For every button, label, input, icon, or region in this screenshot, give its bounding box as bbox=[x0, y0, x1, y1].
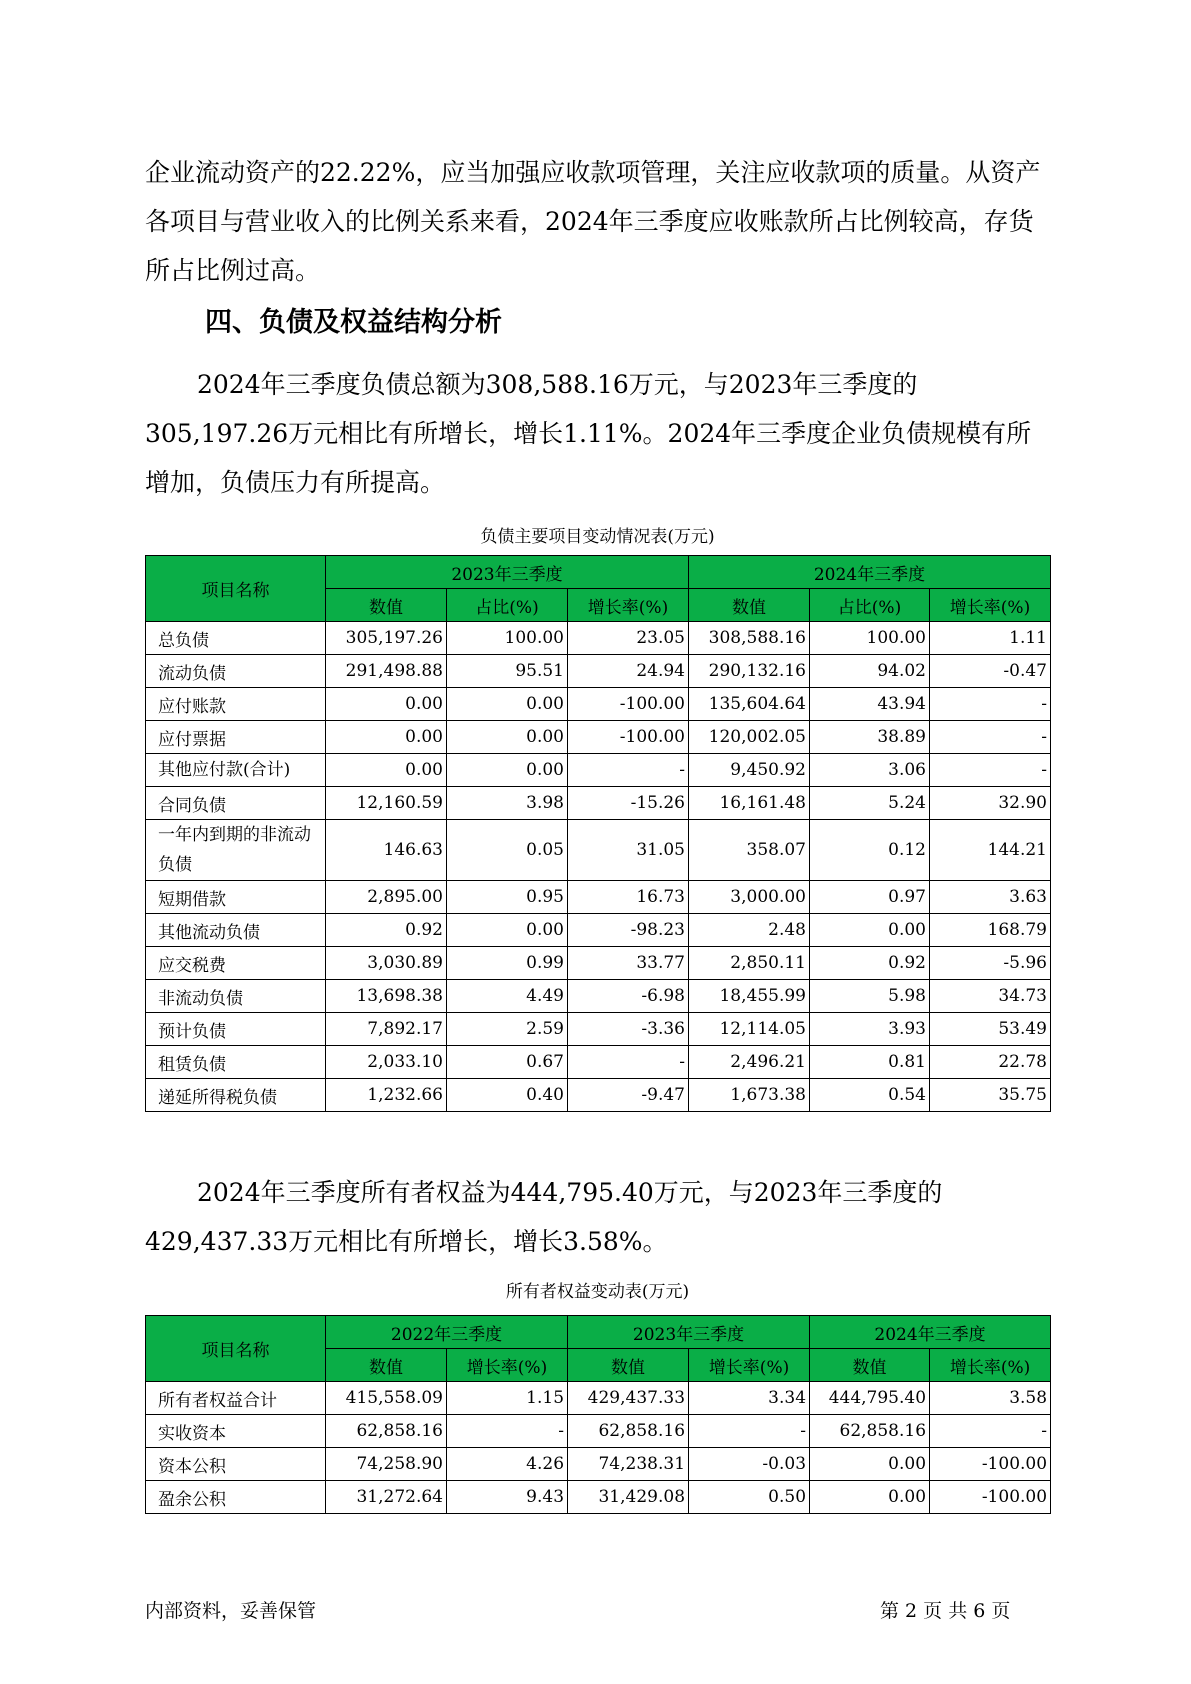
row-label-cell: 总负债 bbox=[146, 622, 326, 655]
value-cell: 305,197.26 bbox=[326, 622, 447, 655]
equity-table bbox=[145, 1315, 1051, 1514]
sub-header: 增长率(%) bbox=[689, 1349, 810, 1382]
sub-header: 数值 bbox=[326, 589, 447, 622]
value-cell: 32.90 bbox=[930, 787, 1051, 820]
table-row bbox=[146, 754, 1051, 787]
value-cell: 3.63 bbox=[930, 881, 1051, 914]
period-header: 2024年三季度 bbox=[689, 556, 1051, 589]
sub-header: 增长率(%) bbox=[447, 1349, 568, 1382]
row-label-cell: 其他应付款(合计) bbox=[146, 754, 326, 787]
value-cell: 12,114.05 bbox=[689, 1013, 810, 1046]
value-cell: -98.23 bbox=[568, 914, 689, 947]
value-cell: 2,033.10 bbox=[326, 1046, 447, 1079]
sub-header: 占比(%) bbox=[447, 589, 568, 622]
value-cell: 9,450.92 bbox=[689, 754, 810, 787]
equity-paragraph: 2024年三季度所有者权益为444,795.40万元，与2023年三季度的429,437.33万元相比有所增长，增长3.58%。 bbox=[145, 1178, 943, 1256]
value-cell: 290,132.16 bbox=[689, 655, 810, 688]
value-cell: 16.73 bbox=[568, 881, 689, 914]
table-row bbox=[146, 622, 1051, 655]
row-label-cell: 应付账款 bbox=[146, 688, 326, 721]
table-row bbox=[146, 655, 1051, 688]
value-cell: -6.98 bbox=[568, 980, 689, 1013]
value-cell: 2.59 bbox=[447, 1013, 568, 1046]
equity-table-caption: 所有者权益变动表(万元) bbox=[505, 1282, 690, 1302]
period-header: 2022年三季度 bbox=[326, 1316, 568, 1349]
value-cell: 3.98 bbox=[447, 787, 568, 820]
row-label-cell: 应交税费 bbox=[146, 947, 326, 980]
row-label-cell: 预计负债 bbox=[146, 1013, 326, 1046]
footer-confidential-note: 内部资料，妥善保管 bbox=[145, 1600, 317, 1622]
row-label-cell: 其他流动负债 bbox=[146, 914, 326, 947]
value-cell: 35.75 bbox=[930, 1079, 1051, 1112]
section-heading: 四、负债及权益结构分析 bbox=[205, 307, 502, 338]
table-row bbox=[146, 947, 1051, 980]
value-cell: 144.21 bbox=[930, 820, 1051, 881]
value-cell: 31,429.08 bbox=[568, 1481, 689, 1514]
value-cell: 23.05 bbox=[568, 622, 689, 655]
row-label-cell: 非流动负债 bbox=[146, 980, 326, 1013]
equity-table-body bbox=[146, 1382, 1051, 1514]
liability-paragraph: 2024年三季度负债总额为308,588.16万元，与2023年三季度的305,197.26万元相比有所增长，增长1.11%。2024年三季度企业负债规模有所增加，负债压力有所提高。 bbox=[145, 370, 1032, 497]
value-cell: 3,000.00 bbox=[689, 881, 810, 914]
value-cell: - bbox=[930, 1415, 1051, 1448]
table-row bbox=[146, 688, 1051, 721]
value-cell: 429,437.33 bbox=[568, 1382, 689, 1415]
value-cell: 12,160.59 bbox=[326, 787, 447, 820]
value-cell: 0.95 bbox=[447, 881, 568, 914]
liability-table bbox=[145, 555, 1051, 1112]
value-cell: 16,161.48 bbox=[689, 787, 810, 820]
value-cell: 24.94 bbox=[568, 655, 689, 688]
value-cell: -100.00 bbox=[568, 688, 689, 721]
value-cell: 1,673.38 bbox=[689, 1079, 810, 1112]
value-cell: 0.92 bbox=[326, 914, 447, 947]
sub-header: 增长率(%) bbox=[930, 589, 1051, 622]
value-cell: 95.51 bbox=[447, 655, 568, 688]
row-label-cell: 递延所得税负债 bbox=[146, 1079, 326, 1112]
value-cell: 358.07 bbox=[689, 820, 810, 881]
value-cell: 444,795.40 bbox=[810, 1382, 930, 1415]
row-label-cell: 短期借款 bbox=[146, 881, 326, 914]
value-cell: 34.73 bbox=[930, 980, 1051, 1013]
value-cell: 0.05 bbox=[447, 820, 568, 881]
sub-header: 增长率(%) bbox=[930, 1349, 1051, 1382]
value-cell: 100.00 bbox=[810, 622, 930, 655]
table-row bbox=[146, 721, 1051, 754]
liability-table-caption: 负债主要项目变动情况表(万元) bbox=[480, 527, 715, 547]
value-cell: -0.03 bbox=[689, 1448, 810, 1481]
value-cell: 43.94 bbox=[810, 688, 930, 721]
row-label-cell: 合同负债 bbox=[146, 787, 326, 820]
value-cell: - bbox=[930, 754, 1051, 787]
value-cell: 2,895.00 bbox=[326, 881, 447, 914]
period-header: 2023年三季度 bbox=[326, 556, 689, 589]
value-cell: 0.00 bbox=[447, 721, 568, 754]
row-label-cell: 盈余公积 bbox=[146, 1481, 326, 1514]
sub-header: 数值 bbox=[689, 589, 810, 622]
value-cell: 0.97 bbox=[810, 881, 930, 914]
table-row bbox=[146, 1448, 1051, 1481]
liability-table-body bbox=[146, 622, 1051, 1112]
value-cell: 1.11 bbox=[930, 622, 1051, 655]
value-cell: -9.47 bbox=[568, 1079, 689, 1112]
sub-header: 占比(%) bbox=[810, 589, 930, 622]
value-cell: -5.96 bbox=[930, 947, 1051, 980]
value-cell: - bbox=[568, 1046, 689, 1079]
value-cell: 0.12 bbox=[810, 820, 930, 881]
value-cell: 4.49 bbox=[447, 980, 568, 1013]
value-cell: 0.00 bbox=[447, 914, 568, 947]
value-cell: 168.79 bbox=[930, 914, 1051, 947]
row-label-cell: 应付票据 bbox=[146, 721, 326, 754]
sub-header: 数值 bbox=[568, 1349, 689, 1382]
value-cell: 53.49 bbox=[930, 1013, 1051, 1046]
value-cell: 3.06 bbox=[810, 754, 930, 787]
value-cell: 74,258.90 bbox=[326, 1448, 447, 1481]
value-cell: 38.89 bbox=[810, 721, 930, 754]
row-label-cell: 流动负债 bbox=[146, 655, 326, 688]
row-label-cell: 实收资本 bbox=[146, 1415, 326, 1448]
value-cell: 2.48 bbox=[689, 914, 810, 947]
value-cell: -100.00 bbox=[568, 721, 689, 754]
value-cell: 1,232.66 bbox=[326, 1079, 447, 1112]
value-cell: - bbox=[930, 688, 1051, 721]
value-cell: 5.98 bbox=[810, 980, 930, 1013]
value-cell: 62,858.16 bbox=[810, 1415, 930, 1448]
value-cell: 291,498.88 bbox=[326, 655, 447, 688]
value-cell: 0.00 bbox=[810, 1481, 930, 1514]
sub-header: 数值 bbox=[810, 1349, 930, 1382]
value-cell: 5.24 bbox=[810, 787, 930, 820]
value-cell: 2,850.11 bbox=[689, 947, 810, 980]
value-cell: 135,604.64 bbox=[689, 688, 810, 721]
value-cell: 0.00 bbox=[810, 914, 930, 947]
value-cell: 31,272.64 bbox=[326, 1481, 447, 1514]
value-cell: 94.02 bbox=[810, 655, 930, 688]
row-label-cell: 所有者权益合计 bbox=[146, 1382, 326, 1415]
value-cell: -3.36 bbox=[568, 1013, 689, 1046]
value-cell: - bbox=[568, 754, 689, 787]
value-cell: 1.15 bbox=[447, 1382, 568, 1415]
value-cell: 3.58 bbox=[930, 1382, 1051, 1415]
value-cell: - bbox=[447, 1415, 568, 1448]
table-row bbox=[146, 820, 1051, 881]
value-cell: 0.00 bbox=[326, 721, 447, 754]
value-cell: 100.00 bbox=[447, 622, 568, 655]
footer-page-number: 第 2 页 共 6 页 bbox=[880, 1600, 1011, 1622]
value-cell: 120,002.05 bbox=[689, 721, 810, 754]
table-row bbox=[146, 1046, 1051, 1079]
value-cell: 0.00 bbox=[326, 754, 447, 787]
value-cell: 62,858.16 bbox=[326, 1415, 447, 1448]
value-cell: 3.93 bbox=[810, 1013, 930, 1046]
value-cell: 2,496.21 bbox=[689, 1046, 810, 1079]
value-cell: 0.92 bbox=[810, 947, 930, 980]
table-row bbox=[146, 787, 1051, 820]
value-cell: 7,892.17 bbox=[326, 1013, 447, 1046]
intro-paragraph: 企业流动资产的22.22%，应当加强应收款项管理，关注应收款项的质量。从资产各项目与营业收入的比例关系来看，2024年三季度应收账款所占比例较高，存货所占比例过高。 bbox=[145, 158, 1041, 285]
table-row bbox=[146, 1382, 1051, 1415]
row-label-cell: 资本公积 bbox=[146, 1448, 326, 1481]
value-cell: -0.47 bbox=[930, 655, 1051, 688]
table-row bbox=[146, 1415, 1051, 1448]
value-cell: -100.00 bbox=[930, 1448, 1051, 1481]
value-cell: 0.54 bbox=[810, 1079, 930, 1112]
row-label-cell: 租赁负债 bbox=[146, 1046, 326, 1079]
value-cell: 33.77 bbox=[568, 947, 689, 980]
value-cell: -15.26 bbox=[568, 787, 689, 820]
value-cell: 4.26 bbox=[447, 1448, 568, 1481]
value-cell: 308,588.16 bbox=[689, 622, 810, 655]
value-cell: 0.00 bbox=[447, 754, 568, 787]
value-cell: 9.43 bbox=[447, 1481, 568, 1514]
value-cell: 0.81 bbox=[810, 1046, 930, 1079]
sub-header: 数值 bbox=[326, 1349, 447, 1382]
value-cell: 0.00 bbox=[447, 688, 568, 721]
value-cell: 3,030.89 bbox=[326, 947, 447, 980]
name-header: 项目名称 bbox=[146, 1316, 326, 1382]
table-row bbox=[146, 1481, 1051, 1514]
value-cell: 0.00 bbox=[326, 688, 447, 721]
value-cell: 3.34 bbox=[689, 1382, 810, 1415]
value-cell: 62,858.16 bbox=[568, 1415, 689, 1448]
value-cell: 13,698.38 bbox=[326, 980, 447, 1013]
row-label-cell: 一年内到期的非流动负债 bbox=[146, 820, 326, 881]
value-cell: 22.78 bbox=[930, 1046, 1051, 1079]
value-cell: 18,455.99 bbox=[689, 980, 810, 1013]
value-cell: 415,558.09 bbox=[326, 1382, 447, 1415]
table-row bbox=[146, 881, 1051, 914]
period-header: 2024年三季度 bbox=[810, 1316, 1051, 1349]
value-cell: - bbox=[930, 721, 1051, 754]
value-cell: 74,238.31 bbox=[568, 1448, 689, 1481]
sub-header: 增长率(%) bbox=[568, 589, 689, 622]
value-cell: 0.67 bbox=[447, 1046, 568, 1079]
table-row bbox=[146, 980, 1051, 1013]
value-cell: 0.50 bbox=[689, 1481, 810, 1514]
table-row bbox=[146, 914, 1051, 947]
value-cell: 0.99 bbox=[447, 947, 568, 980]
value-cell: - bbox=[689, 1415, 810, 1448]
value-cell: 146.63 bbox=[326, 820, 447, 881]
value-cell: -100.00 bbox=[930, 1481, 1051, 1514]
value-cell: 0.00 bbox=[810, 1448, 930, 1481]
value-cell: 31.05 bbox=[568, 820, 689, 881]
value-cell: 0.40 bbox=[447, 1079, 568, 1112]
table-row bbox=[146, 1013, 1051, 1046]
name-header: 项目名称 bbox=[146, 556, 326, 622]
period-header: 2023年三季度 bbox=[568, 1316, 810, 1349]
table-row bbox=[146, 1079, 1051, 1112]
